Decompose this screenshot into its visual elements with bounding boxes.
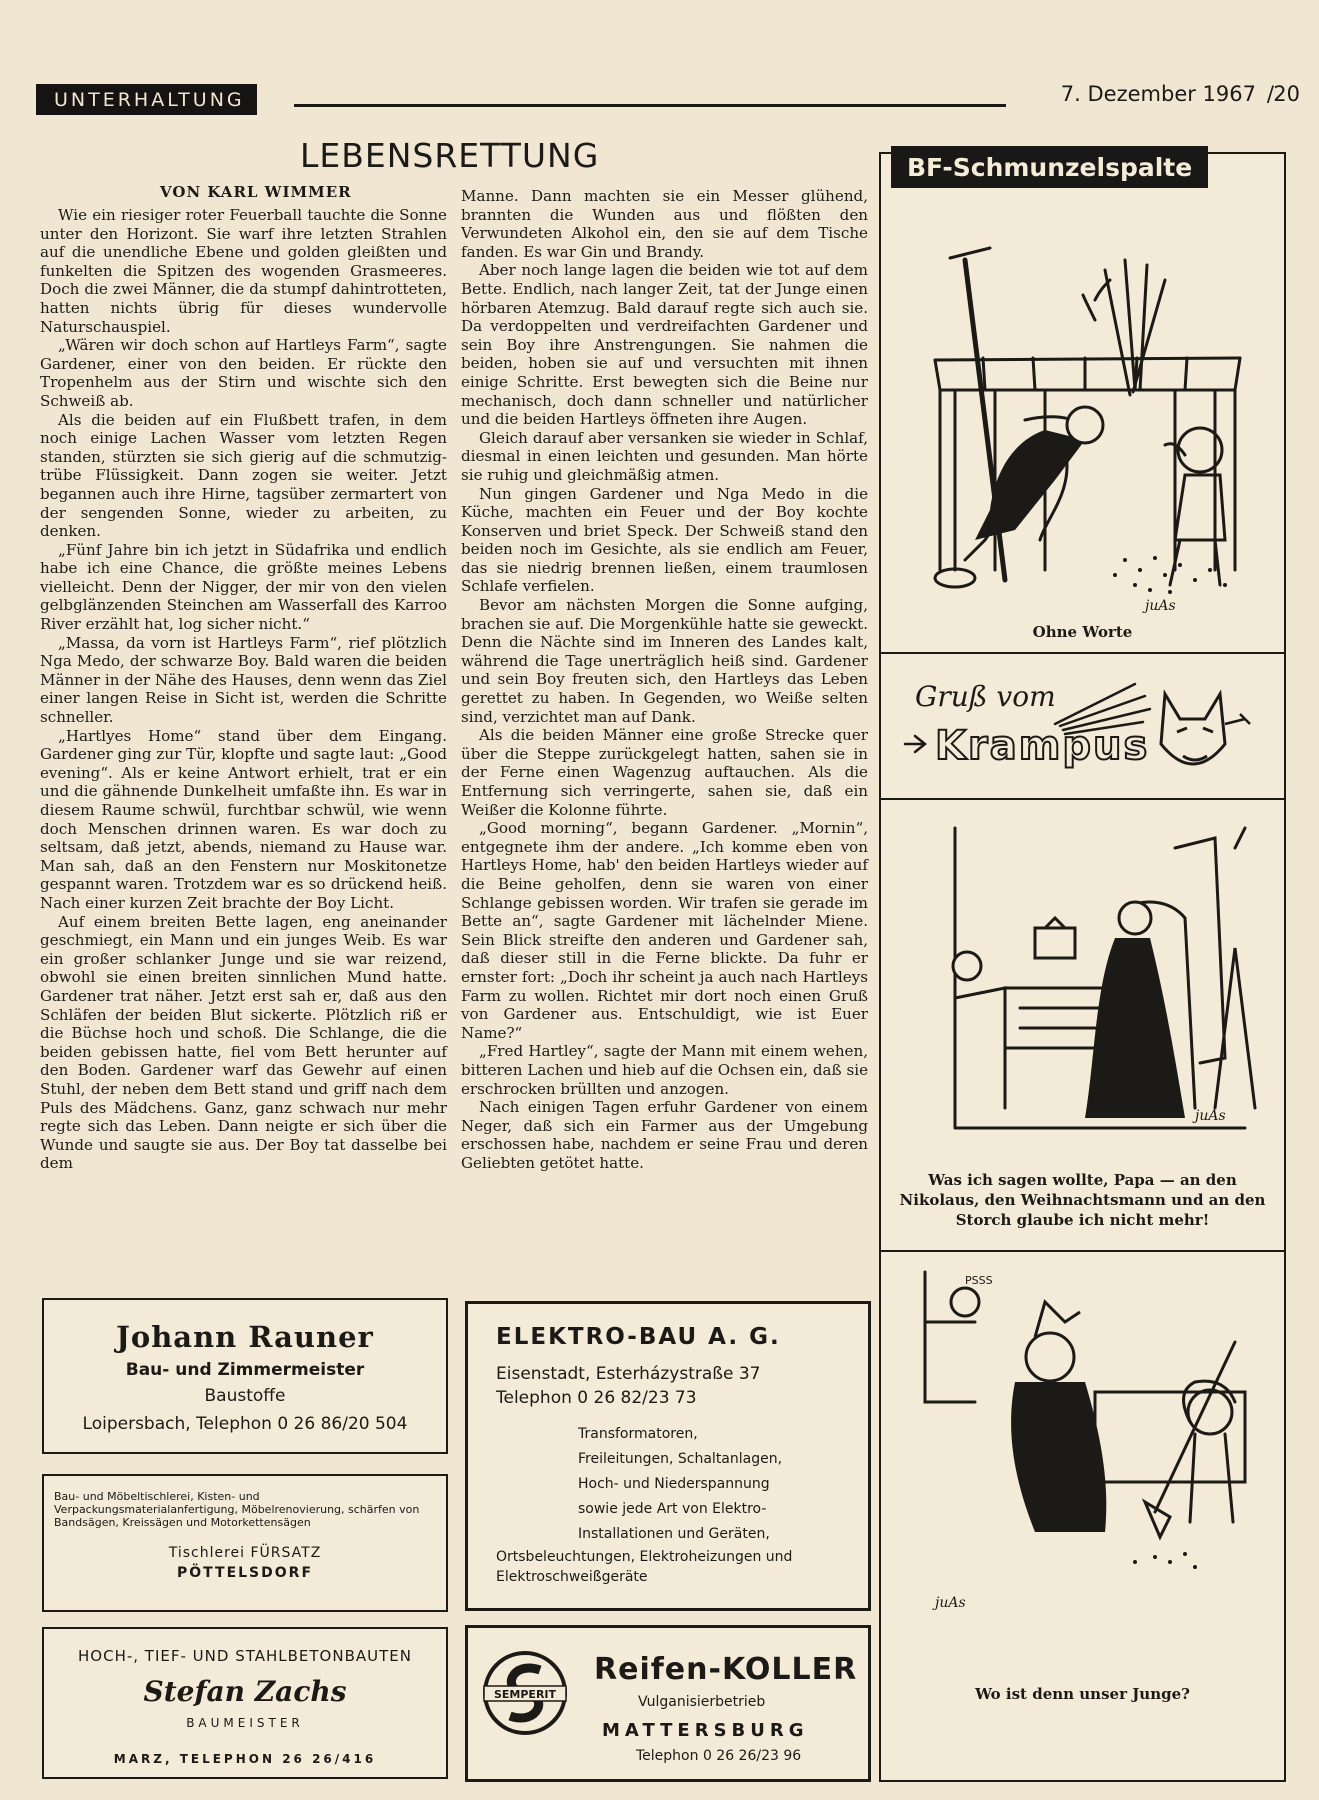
humor-sidebar	[879, 152, 1286, 1782]
ad-elektro-bau	[465, 1301, 871, 1611]
krampus-greeting-illustration	[895, 664, 1270, 784]
ad-elektro-service: Hoch- und Niederspannung	[578, 1476, 770, 1492]
ad-fuersatz-services: Bau- und Möbeltischlerei, Kisten- und Verpackungsmaterialanfertigung, Möbelrenovierung, schärfen von Bandsägen, Kreissägen und Motorkettensägen	[54, 1490, 420, 1529]
krampus-mask-icon	[1161, 694, 1250, 764]
article-column-middle	[461, 187, 868, 1172]
article-paragraph: Manne. Dann machten sie ein Messer glühend, brannten die Wunden aus und flößten den Verwundeten Alkohol ein, den sie auf dem Tische fanden. Es war Gin und Brandy.	[461, 187, 868, 261]
ad-fuersatz-name: Tischlerei FÜRSATZ	[168, 1545, 322, 1561]
article-paragraph: Bevor am nächsten Morgen die Sonne aufging, brachen sie auf. Die Morgenkühle hatte sie geweckt. Denn die Nächte sind im Inneren des Landes kalt, während die Tage unerträglich heiß sind. Gardener und sein Boy freuten sich, den Hartleys das Leben gerettet zu haben. In Gegenden, wo Weiße selten sind, verzichtet man auf Dank.	[461, 596, 868, 726]
page-header	[36, 76, 1304, 116]
ad-elektro-address: Eisenstadt, Esterházystraße 37	[496, 1364, 761, 1384]
ad-koller-town: MATTERSBURG	[602, 1720, 809, 1741]
cartoon2-signature: juAs	[1195, 1108, 1226, 1124]
article-paragraph: „Massa, da vorn ist Hartleys Farm“, rief plötzlich Nga Medo, der schwarze Boy. Bald waren die beiden Männer in der Nähe des Hauses, denn wenn das Ziel einer langen Reise in Sicht ist, werden die Schritte schneller.	[40, 633, 447, 727]
semperit-logo-text: SEMPERIT	[493, 1688, 557, 1701]
ad-elektro-service: Installationen und Geräten,	[578, 1526, 770, 1542]
header-separator: /	[1266, 82, 1274, 106]
cartoon3-signature: juAs	[935, 1595, 966, 1611]
ad-koller-phone: Telephon 0 26 26/23 96	[636, 1748, 802, 1764]
article-paragraph: Auf einem breiten Bette lagen, eng aneinander geschmiegt, ein Mann und ein junges Weib. Es war ein großer schlanker Junge und sie war reizend, obwohl sie einen breiten sinnlichen Mund hatte. Gardener trat näher. Jetzt erst sah er, daß aus den Schläfen der beiden Blut sickerte. Plötzlich riß er die Büchse hoch und schoß. Die Schlange, die die beiden gebissen hatte, fiel vom Bett herunter auf den Boden. Gardener warf das Gewehr auf einen Stuhl, der neben dem Bett stand und griff nach dem Puls des Mädchens. Ganz, ganz schwach nur mehr regte sich das Leben. Dann neigte er sich über die Wunde und saugte sie aus. Der Boy tat dasselbe bei dem	[40, 912, 447, 1173]
ad-zachs-name: Stefan Zachs	[143, 1675, 347, 1708]
ad-koller-business: Vulganisierbetrieb	[638, 1694, 766, 1710]
ad-zachs-contact: MARZ, TELEPHON 26 26/416	[113, 1752, 377, 1766]
article-byline: VON KARL WIMMER	[160, 183, 352, 201]
article-paragraph: Gleich darauf aber versanken sie wieder in Schlaf, diesmal in einen leichten und gesunden. Man hörte sie ruhig und gleichmäßig atmen.	[461, 428, 868, 484]
semperit-logo-icon	[482, 1650, 568, 1736]
ad-rauner-contact: Loipersbach, Telephon 0 26 86/20 504	[82, 1414, 408, 1434]
krampus-word: Krampus	[935, 723, 1150, 769]
page-number: 20	[1273, 82, 1300, 106]
cartoon-nikolaus-illustration	[895, 808, 1270, 1168]
section-label: UNTERHALTUNG	[36, 84, 257, 115]
article-paragraph: Aber noch lange lagen die beiden wie tot auf dem Bette. Endlich, nach langer Zeit, tat der Junge einen hörbaren Atemzug. Bald darauf regte sich auch sie. Da verdoppelten und verdreifachten Gardener und sein Boy ihre Anstrengungen. Sie nahmen die beiden, hoben sie auf und versuchten mit ihnen einige Schritte. Erst bewegten sich die Beine nur mechanisch, doch dann schneller und natürlicher und die beiden Hartleys öffneten ihre Augen.	[461, 261, 868, 429]
sidebar-divider	[881, 1250, 1284, 1252]
ad-koller-name: Reifen-KOLLER	[594, 1652, 858, 1687]
article-paragraph: Nun gingen Gardener und Nga Medo in die Küche, machten ein Feuer und der Boy kochte Konserven und briet Speck. Der Schweiß stand den beiden noch im Gesichte, als sie endlich am Feuer, das sie niedrig brennen ließen, einem traumlosen Schlafe verfielen.	[461, 484, 868, 596]
ad-zachs-trade: HOCH-, TIEF- UND STAHLBETONBAUTEN	[78, 1647, 412, 1665]
article-paragraph: Wie ein riesiger roter Feuerball tauchte die Sonne unter den Horizont. Sie warf ihre letzten Strahlen auf die unendliche Ebene und golden gleißten und funkelten die Spitzen des wogenden Grasmeeres. Doch die zwei Männer, die da stumpf dahintrotteten, hatten nichts übrig für dieses wundervolle Naturschauspiel.	[40, 206, 447, 336]
header-rule	[294, 104, 1006, 107]
article-paragraph: „Fred Hartley“, sagte der Mann mit einem wehen, bitteren Lachen und hieb auf die Ochsen ein, daß sie erschrocken brüllten und anzogen.	[461, 1042, 868, 1098]
ad-elektro-phone: Telephon 0 26 82/23 73	[496, 1388, 697, 1408]
article-paragraph: Als die beiden Männer eine große Strecke quer über die Steppe zurückgelegt hatten, sahen sie in der Ferne einen Wagenzug auftauchen. Als die Entfernung sich verringerte, sahen sie, daß ein Weißer die Kolonne führte.	[461, 726, 868, 819]
cartoon3-caption: Wo ist denn unser Junge?	[975, 1685, 1190, 1703]
ad-fuersatz	[42, 1474, 448, 1612]
ad-rauner-trade: Bau- und Zimmermeister	[125, 1360, 365, 1380]
article-title: LEBENSRETTUNG	[300, 136, 600, 175]
ad-elektro-services	[496, 1422, 848, 1547]
article-paragraph: Nach einigen Tagen erfuhr Gardener von einem Neger, daß sich ein Farmer aus der Umgebung erschossen habe, nachdem er seine Frau und deren Geliebten getötet hatte.	[461, 1098, 868, 1172]
issue-date: 7. Dezember 1967	[1060, 82, 1256, 106]
ad-rauner-name: Johann Rauner	[116, 1320, 374, 1354]
ad-elektro-service: sowie jede Art von Elektro-	[578, 1501, 767, 1517]
ad-rauner-goods: Baustoffe	[204, 1386, 286, 1406]
ad-zachs-title: BAUMEISTER	[186, 1716, 304, 1730]
article-paragraph: „Good morning“, begann Gardener. „Mornin“, entgegnete ihm der andere. „Ich komme eben von Hartleys Home, hab' den beiden Hartleys wieder auf die Beine geholfen, denn sie waren von einer Schlange gebissen worden. Wir trafen sie gerade im Bette an“, sagte Gardener mit lächelnder Miene. Sein Blick streifte den anderen und Gardener sah, daß dieser still in die Ferne blickte. Da fuhr er ernster fort: „Doch ihr scheint ja auch nach Hartleys Farm zu wollen. Richtet mir dort noch einen Gruß von Gardener aus. Entschuldigt, wie ist Euer Name?“	[461, 819, 868, 1042]
ad-rauner	[42, 1298, 448, 1454]
ad-fuersatz-town: PÖTTELSDORF	[176, 1565, 314, 1581]
krampus-greeting-text: Gruß vom	[915, 680, 1056, 713]
cartoon2-caption: Was ich sagen wollte, Papa — an den Nikolaus, den Weihnachtsmann und an den Storch glaube ich nicht mehr!	[899, 1171, 1266, 1229]
ad-reifen-koller	[465, 1625, 871, 1782]
ad-elektro-service: Transformatoren,	[578, 1426, 698, 1442]
article-paragraph: Als die beiden auf ein Flußbett trafen, in dem noch einige Lachen Wasser vom letzten Regen standen, stürzten sie sich gierig auf die schmutzig-trübe Flüssigkeit. Dann zogen sie weiter. Jetzt begannen auch ihre Hirne, tagsüber zermartert von der sengenden Sonne, wieder zu arbeiten, zu denken.	[40, 410, 447, 541]
cartoon3-sound: PSSS	[965, 1274, 993, 1287]
ad-elektro-services-tail: Ortsbeleuchtungen, Elektroheizungen und Elektroschweißgeräte	[496, 1549, 793, 1585]
article-column-left	[40, 206, 447, 1173]
sidebar-divider	[881, 652, 1284, 654]
article-paragraph: „Hartlyes Home“ stand über dem Eingang. Gardener ging zur Tür, klopfte und sagte laut: „Good evening“. Als er keine Antwort erhielt, trat er ein und die gähnende Dunkelheit umfaßte ihn. Es war in diesem Raume schwül, furchtbar schwül, wie wenn doch Menschen drinnen waren. Es war doch zu seltsam, daß jetzt, abends, niemand zu Hause war. Man sah, daß an den Fenstern nur Moskitonetze gespannt waren. Trotzdem war es so drückend heiß. Nach einer kurzen Zeit brachte der Boy Licht.	[40, 726, 447, 912]
ad-zachs	[42, 1627, 448, 1779]
ad-elektro-service: Freileitungen, Schaltanlagen,	[578, 1451, 783, 1467]
cartoon-sweeping-illustration	[895, 240, 1270, 620]
article-paragraph: „Wären wir doch schon auf Hartleys Farm“, sagte Gardener, einer von den beiden. Er rückte den Tropenhelm aus der Stirn und wischte sich den Schweiß ab.	[40, 336, 447, 410]
cartoon-boy-hiding-illustration	[895, 1262, 1270, 1622]
ad-elektro-name: ELEKTRO-BAU A. G.	[496, 1324, 781, 1350]
sidebar-divider	[881, 798, 1284, 800]
cartoon1-caption: Ohne Worte	[1032, 623, 1133, 641]
article-paragraph: „Fünf Jahre bin ich jetzt in Südafrika und endlich habe ich eine Chance, die größte meines Lebens vielleicht. Denn der Nigger, der mir von den vielen gelbglänzenden Steinchen am Wasserfall des Karroo River erzählt hat, log sicher nicht.“	[40, 540, 447, 634]
cartoon1-signature: juAs	[1145, 598, 1176, 614]
sidebar-title: BF-Schmunzelspalte	[891, 146, 1208, 188]
